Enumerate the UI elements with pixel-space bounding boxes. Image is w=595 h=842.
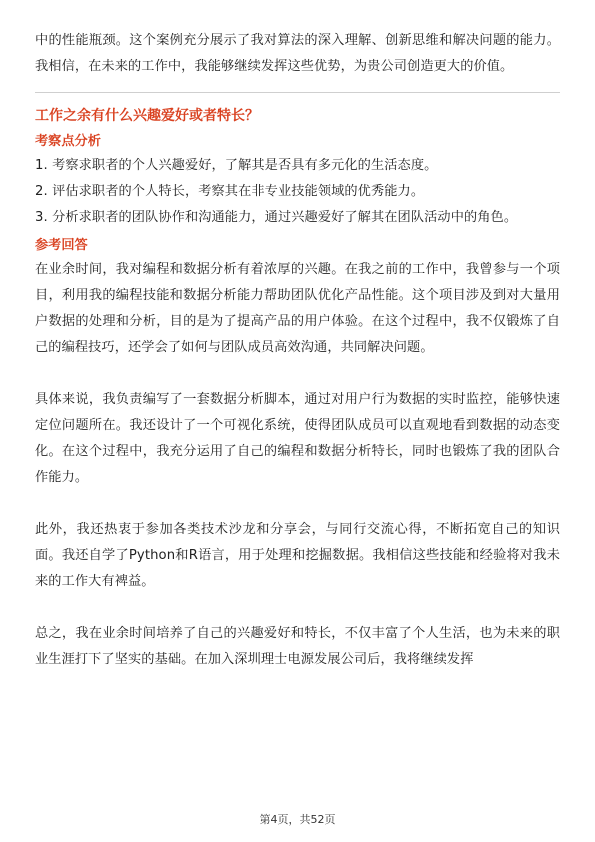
answer-paragraph: 此外，我还热衷于参加各类技术沙龙和分享会，与同行交流心得，不断拓宽自己的知识面。我还自学了Python和R语言，用于处理和挖掘数据。我相信这些技能和经验将对我未来的工作大有裨益。	[35, 522, 560, 589]
page-number-footer: 第4页，共52页	[259, 813, 336, 826]
answer-paragraph: 在业余时间，我对编程和数据分析有着浓厚的兴趣。在我之前的工作中，我曾参与一个项目，利用我的编程技能和数据分析能力帮助团队优化产品性能。这个项目涉及到对大量用户数据的处理和分析，目的是为了提高产品的用户体验。在这个过程中，我不仅锻炼了自己的编程技巧，还学会了如何与团队成员高效沟通，共同解决问题。	[35, 262, 560, 355]
paragraph-gap	[35, 361, 560, 387]
analysis-item: 1. 考察求职者的个人兴趣爱好，了解其是否具有多元化的生活态度。	[35, 158, 438, 173]
analysis-item: 3. 分析求职者的团队协作和沟通能力，通过兴趣爱好了解其在团队活动中的角色。	[35, 210, 518, 225]
question-title: 工作之余有什么兴趣爱好或者特长？	[35, 108, 259, 124]
paragraph-gap	[35, 491, 560, 517]
section-divider	[35, 92, 560, 93]
answer-heading: 参考回答	[35, 238, 88, 253]
analysis-list	[35, 153, 560, 231]
analysis-item: 2. 评估求职者的个人特长，考察其在非专业技能领域的优秀能力。	[35, 184, 425, 199]
answer-paragraph: 具体来说，我负责编写了一套数据分析脚本，通过对用户行为数据的实时监控，能够快速定位问题所在。我还设计了一个可视化系统，使得团队成员可以直观地看到数据的动态变化。在这个过程中，我充分运用了自己的编程和数据分析特长，同时也锻炼了我的团队合作能力。	[35, 392, 560, 485]
intro-paragraph: 中的性能瓶颈。这个案例充分展示了我对算法的深入理解、创新思维和解决问题的能力。我相信，在未来的工作中，我能够继续发挥这些优势，为贵公司创造更大的价值。	[35, 33, 560, 74]
paragraph-gap	[35, 595, 560, 621]
answer-paragraph: 总之，我在业余时间培养了自己的兴趣爱好和特长，不仅丰富了个人生活，也为未来的职业生涯打下了坚实的基础。在加入深圳理士电源发展公司后，我将继续发挥	[35, 626, 560, 667]
page-content	[35, 28, 560, 673]
analysis-heading: 考察点分析	[35, 134, 101, 149]
